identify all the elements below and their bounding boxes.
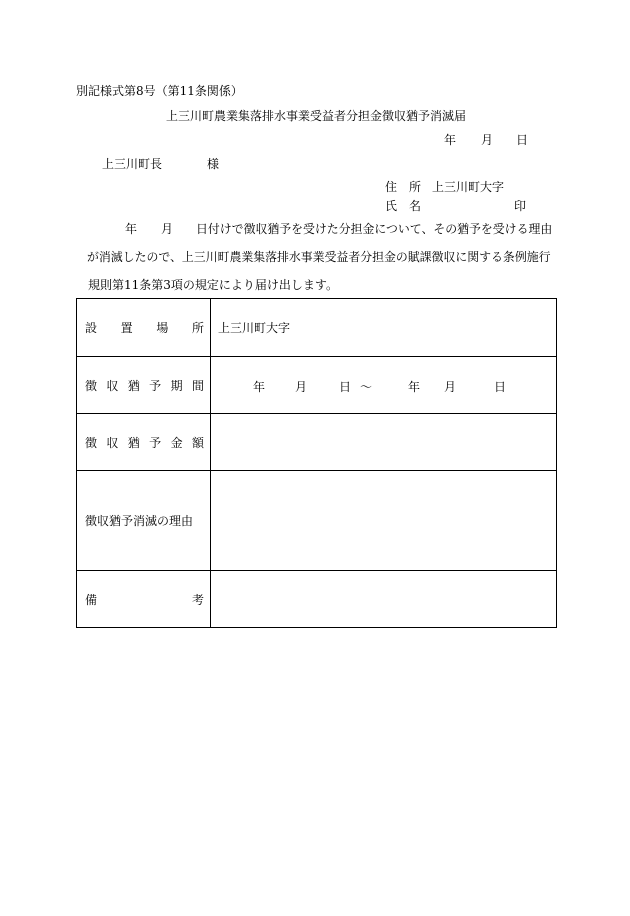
table-row [77,414,557,471]
body-month: 月 [161,222,174,236]
date-day-label: 日 [516,133,529,147]
form-table [76,298,557,628]
location-value: 上三川町大字 [218,321,291,335]
label-justify: 徴 収 猶 予 期 間 [85,378,204,393]
row-label-location [77,299,211,357]
period-value-cell[interactable] [211,357,557,414]
row-label-period [77,357,211,414]
period-to-year: 年 [408,380,421,394]
period-tilde: ～ [360,380,373,394]
remarks-value-cell[interactable] [211,571,557,628]
reason-value-cell[interactable] [211,471,557,571]
body-line-3: 規則第11条第3項の規定により届け出します。 [88,278,338,292]
label-justify: 徴 収 猶 予 金 額 [85,435,204,450]
location-value-cell[interactable] [211,299,557,357]
body-line-2: が消滅したので、上三川町農業集落排水事業受益者分担金の賦課徴収に関する条例施行 [87,250,551,264]
amount-value-cell[interactable] [211,414,557,471]
reason-label: 徴収猶予消滅の理由 [85,514,194,528]
row-label-remarks [77,571,211,628]
addressee-honorific: 様 [207,157,220,171]
label-justify: 備 考 [85,592,204,607]
addressee-name: 上三川町長 [102,157,163,171]
date-month-label: 月 [481,133,494,147]
form-number: 別記様式第8号（第11条関係） [76,84,243,98]
period-to-month: 月 [444,380,457,394]
body-line-1: 日付けで徴収猶予を受けた分担金について、その猶予を受ける理由 [196,222,553,236]
period-to-day: 日 [494,380,507,394]
period-from-day: 日 [339,380,352,394]
address-value: 上三川町大字 [432,180,505,194]
address-label: 住 所 [385,180,422,194]
table-row [77,299,557,357]
table-row [77,571,557,628]
period-from-year: 年 [253,380,266,394]
period-value [218,378,556,392]
table-row [77,471,557,571]
period-from-month: 月 [295,380,308,394]
table-row [77,357,557,414]
row-label-reason [77,471,211,571]
label-justify: 設 置 場 所 [85,321,204,335]
seal-mark: 印 [514,199,527,213]
body-year: 年 [125,222,138,236]
name-label: 氏 名 [385,199,422,213]
form-title: 上三川町農業集落排水事業受益者分担金徴収猶予消滅届 [166,109,467,123]
row-label-amount [77,414,211,471]
date-year-label: 年 [444,133,457,147]
